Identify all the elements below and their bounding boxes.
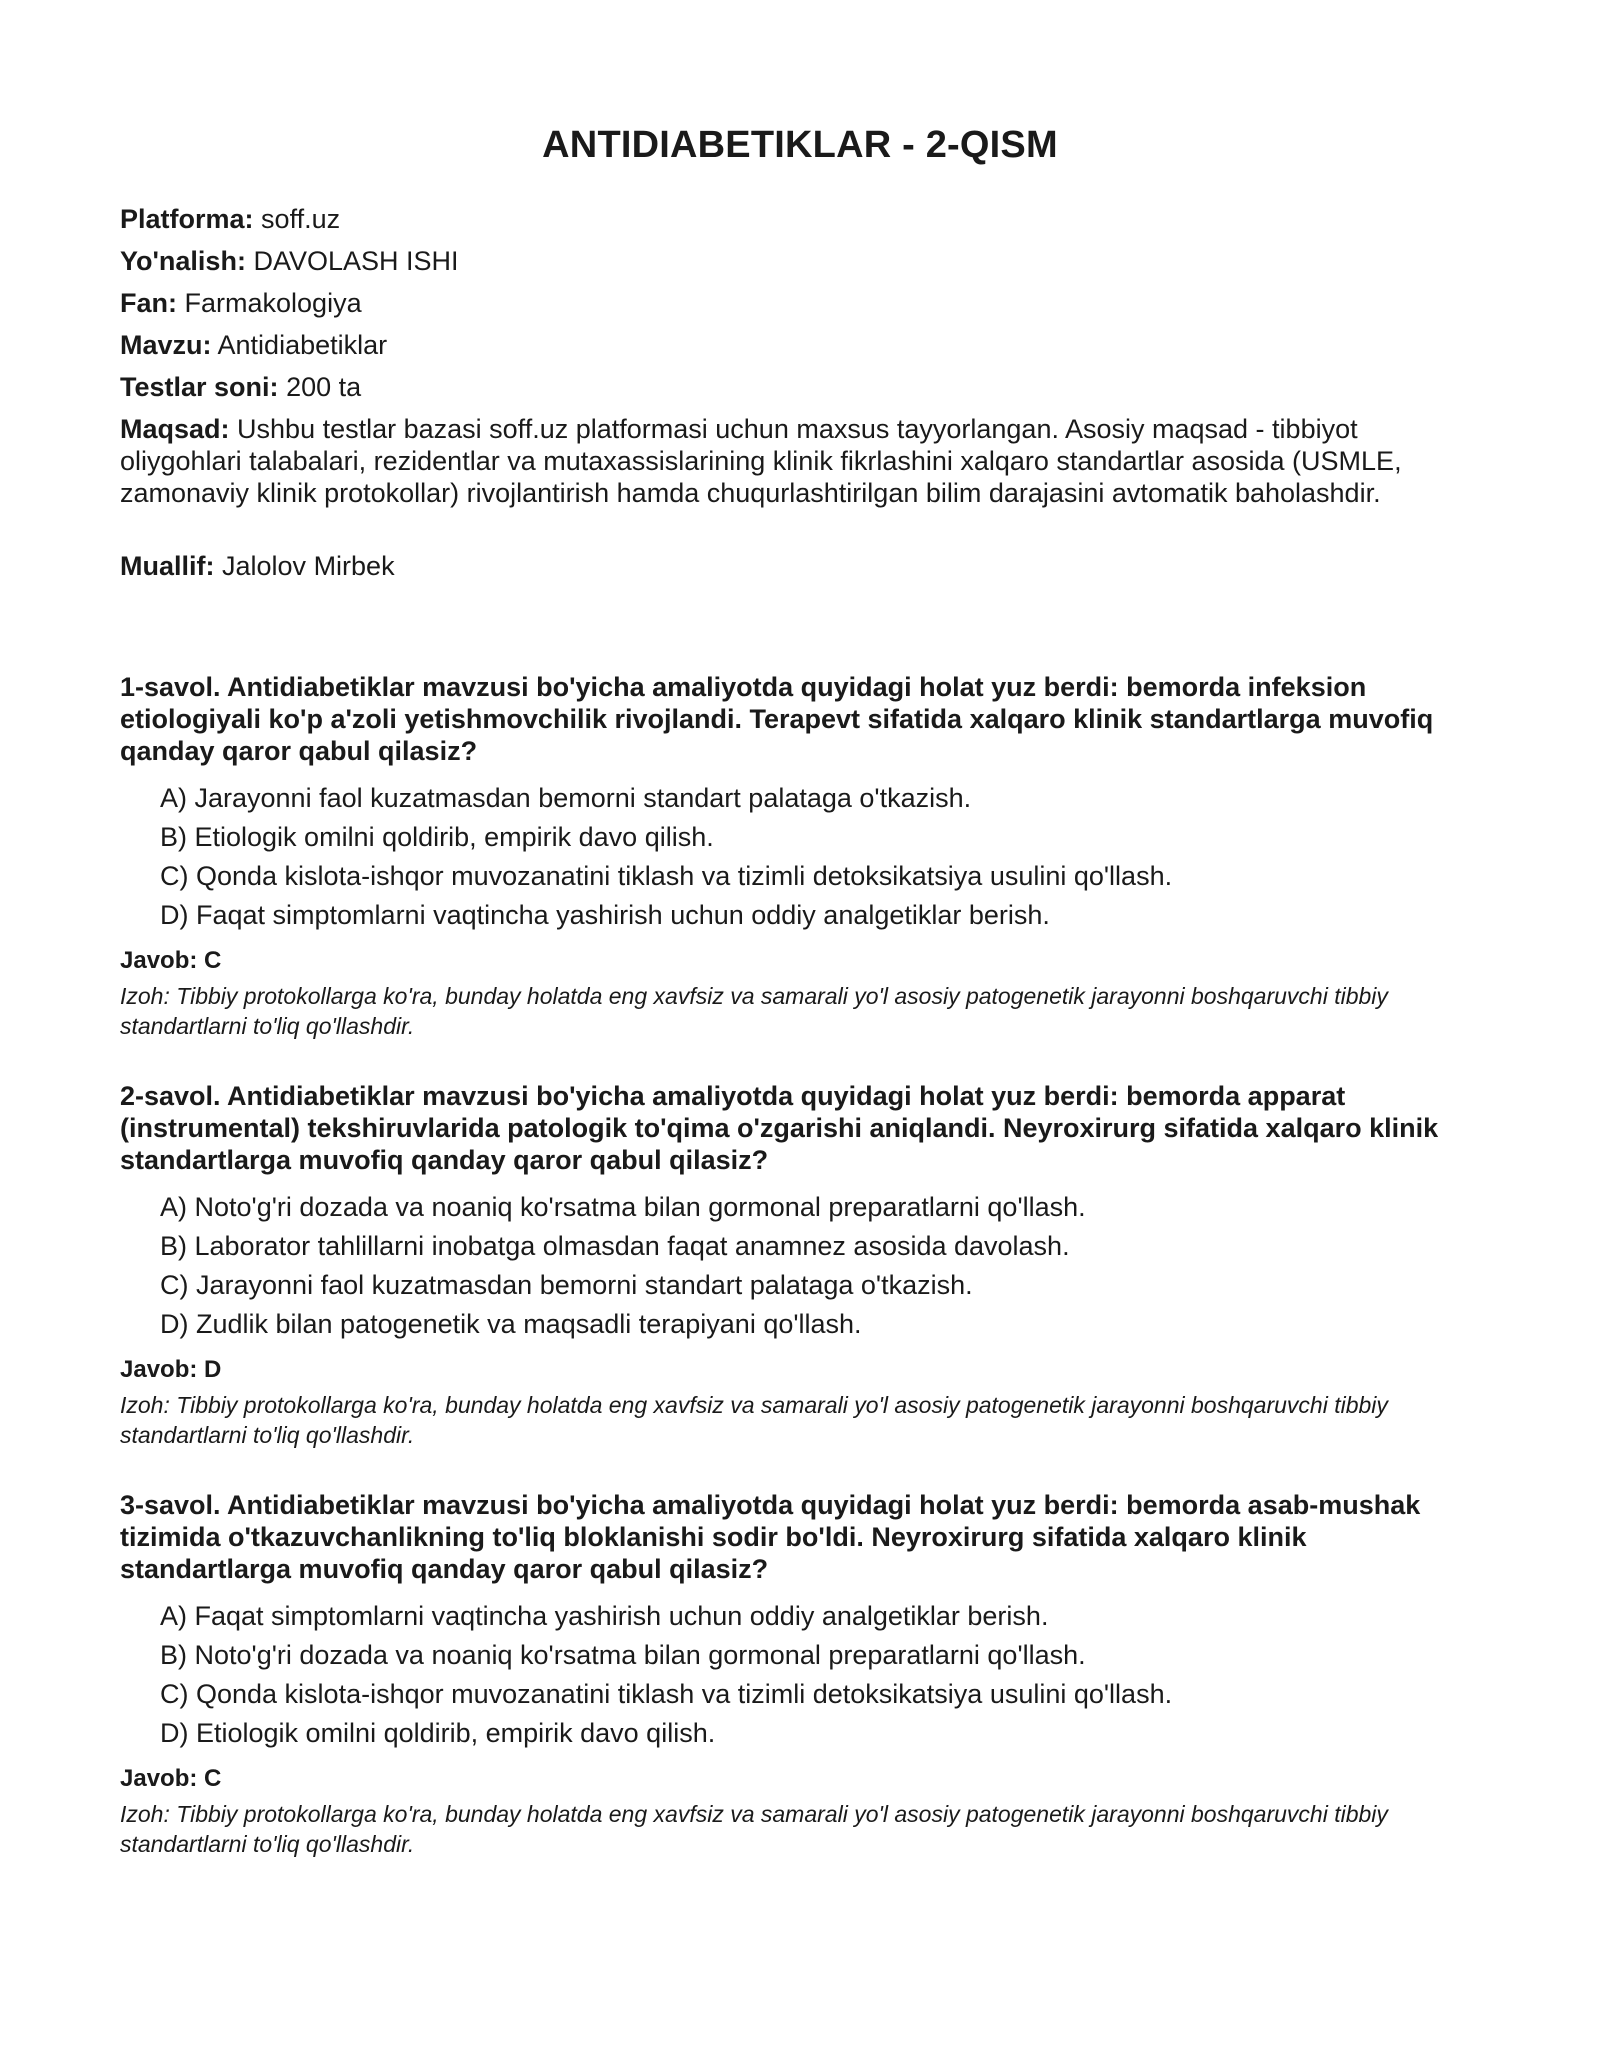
meta-label: Testlar soni: [120,372,279,402]
meta-value: Antidiabetiklar [217,330,388,360]
page-title: ANTIDIABETIKLAR - 2-QISM [542,124,1058,166]
option-a: A) Faqat simptomlarni vaqtincha yashirish uchun oddiy analgetiklar berish. [160,1601,1049,1631]
meta-value: Jalolov Mirbek [222,551,395,581]
meta-value: Ushbu testlar bazasi soff.uz platformasi uchun maxsus tayyorlangan. Asosiy maqsad - tibbiyot oliygohlari talabalari, rezidentlar va mutaxassislarining klinik fikrlashini xalqaro standartlar asosida (USMLE, zamonaviy klinik protokollar) rivojlantirish hamda chuqurlashtirilgan bilim darajasini avtomatik baholashdir. [120,414,1402,508]
option-d: D) Etiologik omilni qoldirib, empirik davo qilish. [160,1718,716,1748]
explanation: Izoh: Tibbiy protokollarga ko'ra, bunday holatda eng xavfsiz va samarali yo'l asosiy patogenetik jarayonni boshqaruvchi tibbiy standartlarni to'liq qo'llashdir. [120,1392,1388,1448]
question-3 [120,1489,1460,1859]
option-a: A) Jarayonni faol kuzatmasdan bemorni standart palataga o'tkazish. [160,783,972,813]
question-2 [120,1080,1460,1450]
meta-platform [120,203,1460,235]
meta-subject [120,287,1460,319]
explanation: Izoh: Tibbiy protokollarga ko'ra, bunday holatda eng xavfsiz va samarali yo'l asosiy patogenetik jarayonni boshqaruvchi tibbiy standartlarni to'liq qo'llashdir. [120,983,1388,1039]
option-list [160,1600,1460,1756]
meta-label: Maqsad: [120,414,230,444]
meta-value: soff.uz [261,204,341,234]
option-d: D) Faqat simptomlarni vaqtincha yashirish uchun oddiy analgetiklar berish. [160,900,1050,930]
meta-goal [120,413,1460,509]
meta-label: Mavzu: [120,330,212,360]
option-d: D) Zudlik bilan patogenetik va maqsadli terapiyani qo'llash. [160,1309,862,1339]
option-list [160,782,1460,938]
meta-label: Muallif: [120,551,215,581]
option-b: B) Laborator tahlillarni inobatga olmasdan faqat anamnez asosida davolash. [160,1231,1070,1261]
question-text: 3-savol. Antidiabetiklar mavzusi bo'yicha amaliyotda quyidagi holat yuz berdi: bemorda asab-mushak tizimida o'tkazuvchanlikning to'liq bloklanishi sodir bo'ldi. Neyroxirurg sifatida xalqaro klinik standartlarga muvofiq qanday qaror qabul qilasiz? [120,1490,1421,1584]
meta-value: DAVOLASH ISHI [253,246,459,276]
question-1 [120,671,1460,1041]
option-c: C) Jarayonni faol kuzatmasdan bemorni standart palataga o'tkazish. [160,1270,973,1300]
answer-key: Javob: D [120,1356,222,1383]
meta-author [120,550,1460,582]
question-text: 1-savol. Antidiabetiklar mavzusi bo'yicha amaliyotda quyidagi holat yuz berdi: bemorda infeksion etiologiyali ko'p a'zoli yetishmovchilik rivojlandi. Terapevt sifatida xalqaro klinik standartlarga muvofiq qanday qaror qabul qilasiz? [120,672,1434,766]
answer-key: Javob: C [120,1765,222,1792]
meta-value: Farmakologiya [184,288,362,318]
option-a: A) Noto'g'ri dozada va noaniq ko'rsatma bilan gormonal preparatlarni qo'llash. [160,1192,1086,1222]
meta-count [120,371,1460,403]
option-b: B) Noto'g'ri dozada va noaniq ko'rsatma bilan gormonal preparatlarni qo'llash. [160,1640,1086,1670]
meta-value: 200 ta [286,372,362,402]
question-text: 2-savol. Antidiabetiklar mavzusi bo'yicha amaliyotda quyidagi holat yuz berdi: bemorda apparat (instrumental) tekshiruvlarida patologik to'qima o'zgarishi aniqlandi. Neyroxirurg sifatida xalqaro klinik standartlarga muvofiq qanday qaror qabul qilasiz? [120,1081,1439,1175]
meta-direction [120,245,1460,277]
meta-label: Yo'nalish: [120,246,246,276]
meta-label: Fan: [120,288,177,318]
meta-topic [120,329,1460,361]
option-c: C) Qonda kislota-ishqor muvozanatini tiklash va tizimli detoksikatsiya usulini qo'llash. [160,861,1173,891]
option-b: B) Etiologik omilni qoldirib, empirik davo qilish. [160,822,714,852]
answer-key: Javob: C [120,947,222,974]
explanation: Izoh: Tibbiy protokollarga ko'ra, bunday holatda eng xavfsiz va samarali yo'l asosiy patogenetik jarayonni boshqaruvchi tibbiy standartlarni to'liq qo'llashdir. [120,1801,1388,1857]
option-c: C) Qonda kislota-ishqor muvozanatini tiklash va tizimli detoksikatsiya usulini qo'llash. [160,1679,1173,1709]
meta-label: Platforma: [120,204,254,234]
option-list [160,1191,1460,1347]
